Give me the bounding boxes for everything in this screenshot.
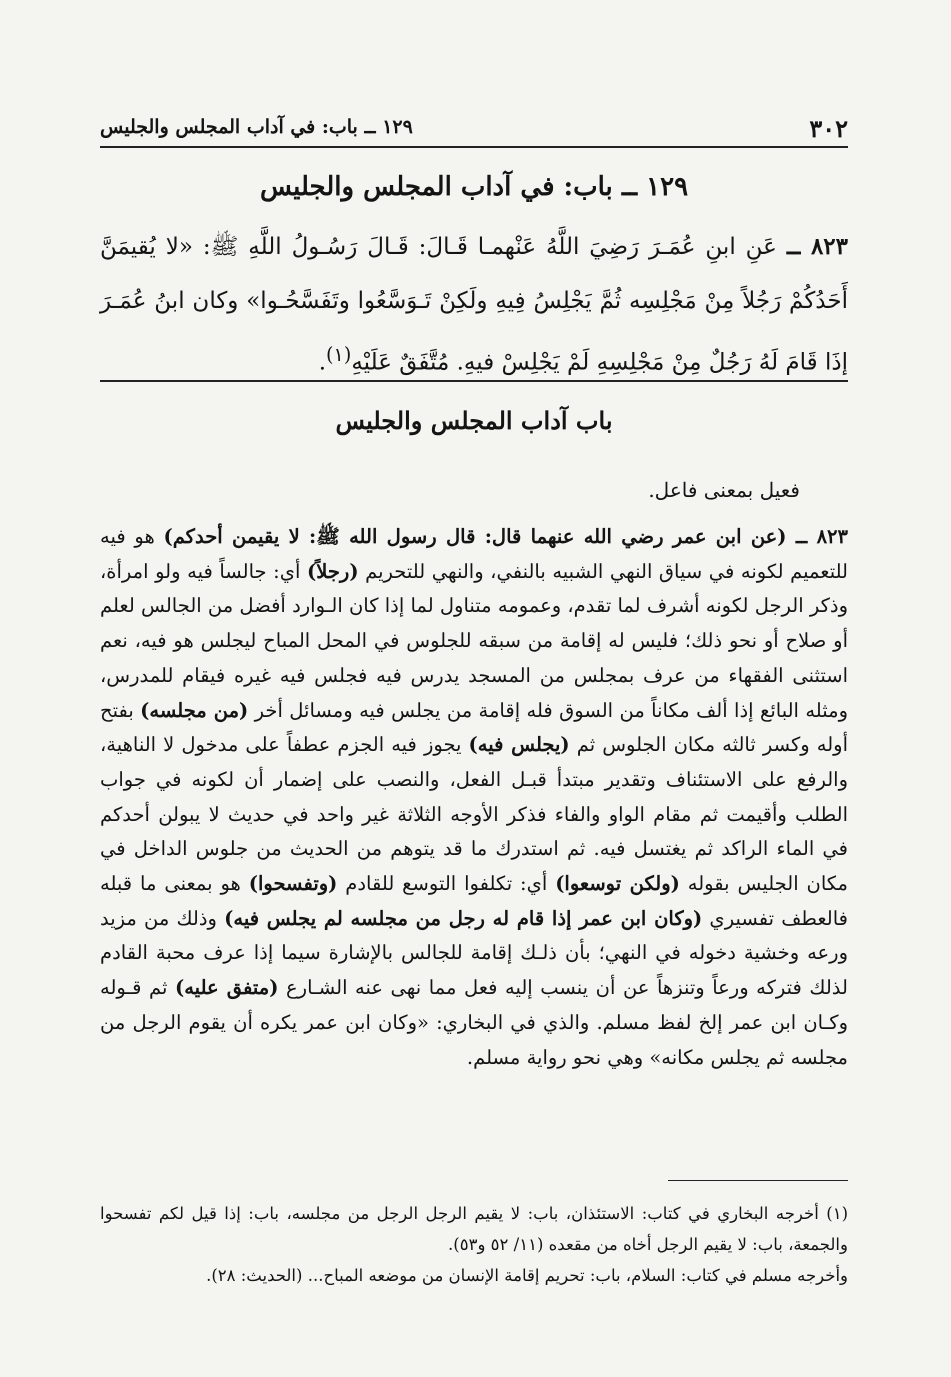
- commentary-intro: فعيل بمعنى فاعل.: [648, 478, 800, 502]
- commentary-segment: هو بمعنى ما قبله فالعطف تفسيري: [100, 872, 848, 930]
- commentary-segment: يجوز فيه الجزم عطفاً على مدخول لا الناهية، والرفع على الاستئناف وتقدير مبتدأ قبـل الفعل، والنصب على إضمار أن لكونه في جواب الطلب وأقيمت ثم مقام الواو والفاء فذكر الأوجه الثلاثة غير واحد في حديث لا يبولن أحدكم في الماء الراكد ثم يغتسل فيه. ثم استدرك ما قد يتوهم من الحديث من جلوس الداخل في مكان الجليس بقوله: [100, 733, 848, 896]
- page-number: ٣٠٢: [809, 114, 848, 143]
- commentary-segment: ثم قـوله وكـان ابن عمر إلخ لفظ مسلم. والذي في البخاري: «وكان ابن عمر يكره أن يقوم الرجل من مجلسه ثم يجلس مكانه» وهي نحو رواية مسلم.: [100, 976, 848, 1069]
- commentary-segment: (متفق عليه): [175, 976, 279, 1000]
- commentary-segment: (ولكن توسعوا): [555, 872, 680, 896]
- commentary-segment: بفتح أوله وكسر ثالثه مكان الجلوس ثم: [100, 698, 849, 757]
- commentary-body: [100, 520, 848, 1075]
- footnote-ref[interactable]: (١): [326, 343, 352, 366]
- commentary-segment: أي: تكلفوا التوسع للقادم: [337, 872, 556, 896]
- chapter-title: ١٢٩ ــ باب: في آداب المجلس والجليس: [259, 172, 689, 202]
- commentary-segment: (من مجلسه): [140, 698, 249, 722]
- footnote-divider: [668, 1180, 848, 1181]
- commentary-segment: (وتفسحوا): [248, 872, 338, 896]
- running-title: ١٢٩ ــ باب: في آداب المجلس والجليس: [100, 116, 413, 138]
- commentary-segment: (يجلس فيه): [468, 733, 570, 757]
- commentary-segment: (رجلاً): [306, 559, 359, 583]
- hadith-text: [100, 220, 848, 390]
- footnote-1: (١) أخرجه البخاري في كتاب: الاستئذان، باب: لا يقيم الرجل الرجل من مجلسه، باب: إذا قيل لكم تفسحوا والجمعة، باب: لا يقيم الرجل أخاه من مقعده (١١/ ٥٢ و٥٣).: [100, 1204, 848, 1254]
- page-header: [100, 112, 848, 148]
- commentary-segment: وذلك من مزيد ورعه وخشية دخوله في النهي؛ بأن ذلـك إقامة للجالس بالإشارة سيما إذا عرف محبة القادم لذلك فتركه ورعاً وتنزهاً عن أن ينسب إليه فعل مما نهى عنه الشـارع: [100, 906, 848, 1000]
- commentary-segment: ٨٢٣ ــ (عن ابن عمر رضي الله عنهما قال: قال رسول الله ﷺ: لا يقيمن أحدكم): [163, 525, 848, 548]
- footnote-1-continued: وأخرجه مسلم في كتاب: السلام، باب: تحريم إقامة الإنسان من موضعه المباح... (الحديث: ٢٨).: [206, 1266, 848, 1285]
- commentary-segment: هو فيه للتعميم لكونه في سياق النهي الشبيه بالنفي، والنهي للتحريم: [100, 525, 848, 583]
- footnotes: [100, 1198, 848, 1291]
- section-divider: [100, 380, 848, 382]
- hadith-number: ٨٢٣ ــ: [786, 233, 848, 260]
- commentary-segment: (وكان ابن عمر إذا قام له رجل من مجلسه لم يجلس فيه): [224, 906, 703, 930]
- commentary-segment: أي: جالساً فيه ولو امرأة، وذكر الرجل لكونه أشرف لما تقدم، وعمومه متناول لما إذا كان الـوارد أفضل من الجالس لعلم أو صلاح أو نحو ذلك؛ فليس له إقامة من سبقه للجلوس في المحل المباح ليجلس هو فيه، نعم استثنى الفقهاء من عرف بمجلس من المسجد يدرس فيه فجلس فيه غيره فيقام للمدرس، ومثله البائع إذا ألف مكاناً من السوق فله إقامة من يجلس فيه ومسائل أخر: [100, 559, 849, 722]
- hadith-body: عَنِ ابنِ عُمَـرَ رَضِيَ اللَّهُ عَنْهمـا قَـالَ: قَـالَ رَسُـولُ اللَّهِ ﷺ: «لا يُقيمَنَّ أَحَدُكُمْ رَجُلاً مِنْ مَجْلِسِه ثُمَّ يَجْلِسُ فِيهِ ولَكِنْ تَـوَسَّعُوا وتَفَسَّحُـوا» وكان ابنُ عُمَـرَ إذَا قَامَ لَهُ رَجُلٌ مِنْ مَجْلِسِهِ لَمْ يَجْلِسْ فيهِ. مُتَّفَقٌ عَلَيْهِ: [100, 234, 848, 376]
- hadith-end: .: [318, 349, 327, 376]
- commentary-title: باب آداب المجلس والجليس: [335, 406, 613, 435]
